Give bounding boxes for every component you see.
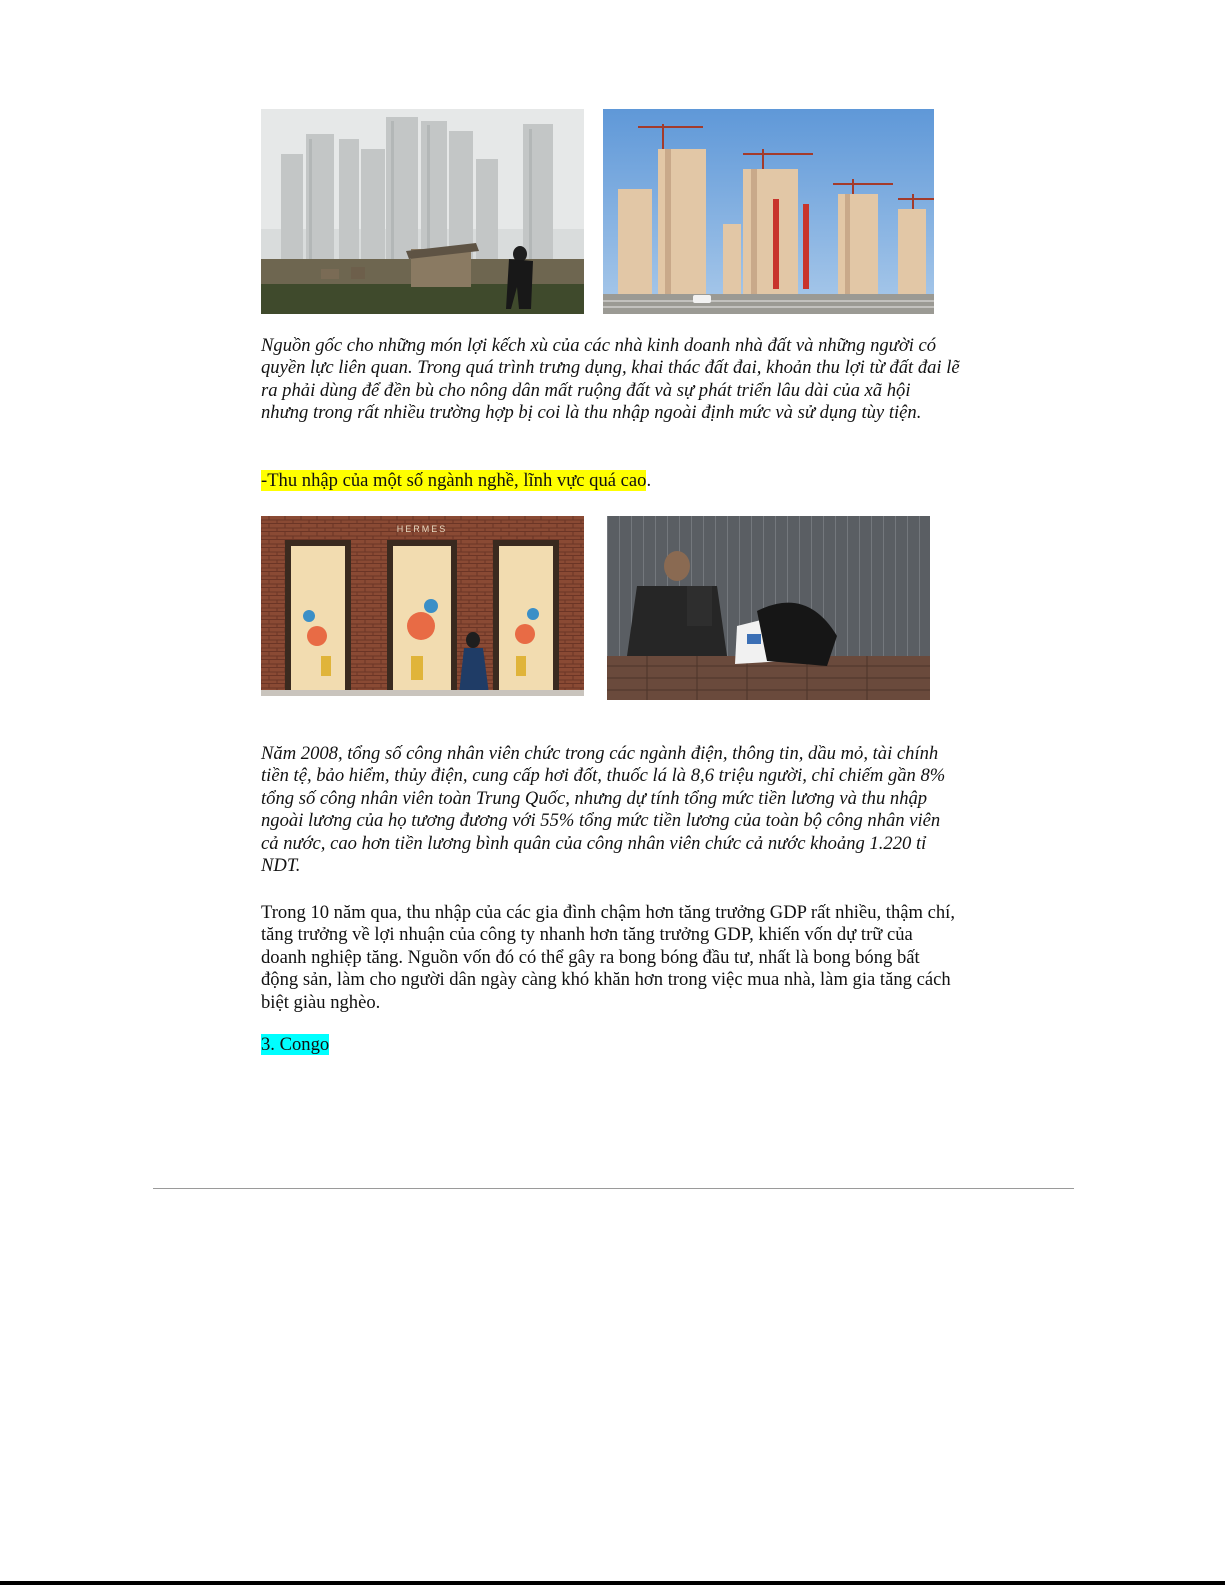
caption-paragraph: Nguồn gốc cho những món lợi kếch xù của các nhà kinh doanh nhà đất và những người có quyền lực liên quan. Trong quá trình trưng dụng, khai thác đất đai, khoản thu lợi từ đất đai lẽ ra phải dùng để đền bù cho nông dân mất ruộng đất và sự phát triển lâu dài của xã hội nhưng trong rất nhiều trường hợp bị coi là thu nhập ngoài định mức và sử dụng tùy tiện. [261,335,960,424]
photo-towers-with-cranes [603,109,934,314]
viewer-bottom-edge [0,1581,1225,1585]
photo-luxury-storefront [261,516,584,696]
section-heading-text: 3. Congo [261,1034,330,1055]
highlighted-heading-text: -Thu nhập của một số ngành nghề, lĩnh vực quá cao [261,470,647,491]
photo-person-on-sidewalk [607,516,930,700]
photo-highrises-with-farmer [261,109,584,314]
highlighted-heading-period: . [646,470,652,491]
section-heading-congo [261,1034,961,1056]
highlighted-heading [261,470,961,492]
growth-paragraph: Trong 10 năm qua, thu nhập của các gia đình chậm hơn tăng trưởng GDP rất nhiều, thậm chí, tăng trưởng về lợi nhuận của công ty nhanh hơn tăng trưởng GDP, khiến vốn dự trữ của doanh nghiệp tăng. Nguồn vốn đó có thể gây ra bong bóng đầu tư, nhất là bong bóng bất động sản, làm cho người dân ngày càng khó khăn hơn trong việc mua nhà, làm gia tăng cách biệt giàu nghèo. [261,902,955,1013]
stats-paragraph: Năm 2008, tổng số công nhân viên chức trong các ngành điện, thông tin, dầu mỏ, tài chính tiền tệ, bảo hiểm, thủy điện, cung cấp hơi đốt, thuốc lá là 8,6 triệu người, chỉ chiếm gần 8% tổng số công nhân viên toàn Trung Quốc, nhưng dự tính tổng mức tiền lương và thu nhập ngoài lương của họ tương đương với 55% tổng mức tiền lương của toàn bộ công nhân viên cả nước, cao hơn tiền lương bình quân của công nhân viên chức cả nước khoảng 1.220 tỉ NDT. [261,743,946,877]
page-separator [153,1188,1074,1189]
storefront-sign-text: HERMES [396,524,448,534]
